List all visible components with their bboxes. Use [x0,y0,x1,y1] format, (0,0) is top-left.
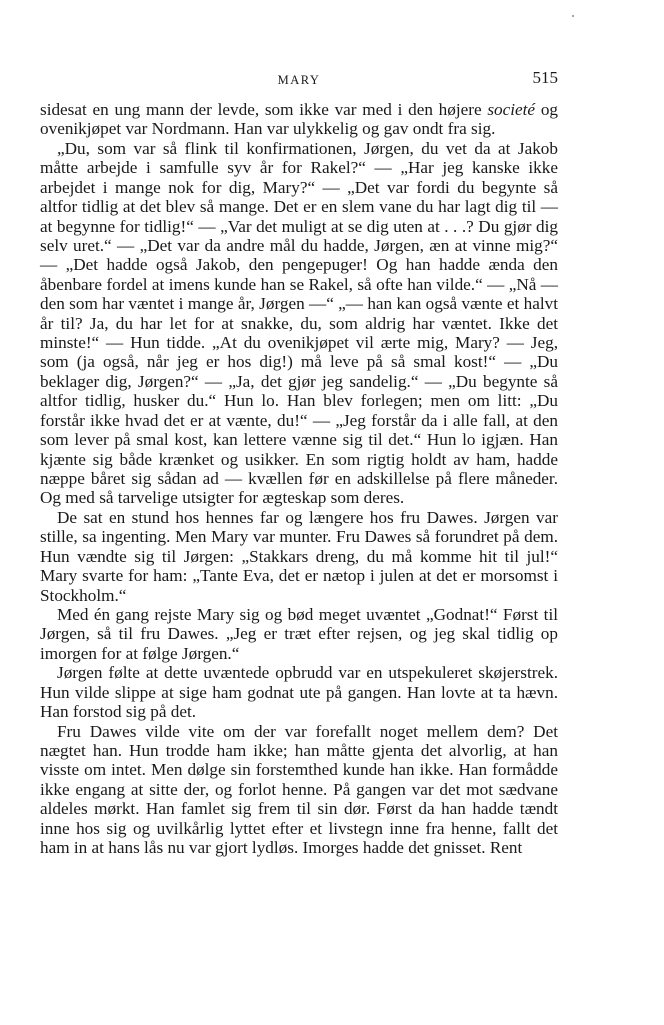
text-run: Med én gang rejste Mary sig og bød meget uvæntet „Godnat!“ Først til Jørgen, så til fru Dawes. „Jeg er træt efter rejsen, og jeg skal tidlig op imorgen for at følge Jørgen.“ [40,604,558,663]
text-run: sidesat en ung mann der levde, som ikke var med i den højere [40,100,488,119]
paragraph [40,722,558,858]
text-run: „Du, som var så flink til konfirmationen, Jørgen, du vet da at Jakob måtte arbejde i samfulle syv år for Rakel?“ — „Har jeg kanske ikke arbejdet i mange nok for dig, Mary?“ — „Det var fordi du begynte så altfor tidlig at det blev så mange. Det er en slem vane du har lagt dig til — at begynne for tidlig!“ — „Var det muligt at se dig uten at . . .? Du gjør dig selv uret.“ — „Det var da andre mål du hadde, Jørgen, æn at vinne mig?“ — „Det hadde også Jakob, den pengepuger! Og han hadde ænda den åbenbare fordel at imens kunde han se Rakel, så ofte han vilde.“ — „Nå — den som har væntet i mange år, Jørgen —“ „— han kan også vænte et halvt år til? Ja, du har let for at snakke, du, som aldrig har væntet. Ikke det minste!“ — Hun tidde. „At du ovenikjøpet vil ærte mig, Mary? — Jeg, som (ja også, når jeg er hos dig!) må leve på så smal kost!“ — „Du beklager dig, Jørgen?“ — „Ja, det gjør jeg sandelig.“ — „Du begynte så altfor tidlig, husker du.“ Hun lo. Han blev forlegen; men om litt: „Du forstår ikke hvad det er at vænte, du!“ — „Jeg forstår da i alle fall, at den som lever på smal kost, kan lettere vænne sig til det.“ Hun lo igjæn. Han kjænte sig både krænket og usikker. En som rigtig holdt av ham, hadde næppe båret sig sådan ad — kvællen før en adskillelse på flere måneder. Og med så tarvelige utsigter for ægteskap som deres. [40,138,558,508]
text-run: Jørgen følte at dette uvæntede opbrudd var en utspekuleret skøjerstrek. Hun vilde slippe at sige ham godnat ute på gangen. Han lovte at ta hævn. Han forstod sig på det. [40,663,558,722]
text-run: Fru Dawes vilde vite om der var forefallt noget mellem dem? Det nægtet han. Hun trodde ham ikke; han måtte gjenta det alvorlig, at han visste om intet. Men dølge sin forstemthed kunde han ikke. Han formådde ikke engang at sitte der, og forlot henne. På gangen var det mot sædvane aldeles mørkt. Han famlet sig frem til sin dør. Først da han hadde tændt inne hos sig og uvilkårlig lyttet efter et livstegn inne fra henne, fallt det ham in at hans lås nu var gjort lydløs. Imorges hadde det gnisset. Rent [40,721,558,858]
text-run: De sat en stund hos hennes far og længere hos fru Dawes. Jørgen var stille, sa ingenting. Men Mary var munter. Fru Dawes så forundret på dem. Hun vændte sig til Jørgen: „Stakkars dreng, du må komme hit til jul!“ Mary svarte for ham: „Tante Eva, det er nætop i julen at det er morsomst i Stockholm.“ [40,507,558,605]
text-run: og ovenikjøpet var Nordmann. Han var ulykkelig og gav ondt fra sig. [40,100,559,139]
running-head [40,68,558,90]
paper-speck [572,15,574,17]
paragraph [40,605,558,663]
italic-text: societé [487,100,536,119]
running-title: MARY [277,73,321,87]
paragraph [40,508,558,605]
paragraph [40,100,558,139]
body-text [40,100,558,857]
paragraph [40,139,558,508]
paragraph [40,663,558,721]
page-number: 515 [532,68,558,87]
